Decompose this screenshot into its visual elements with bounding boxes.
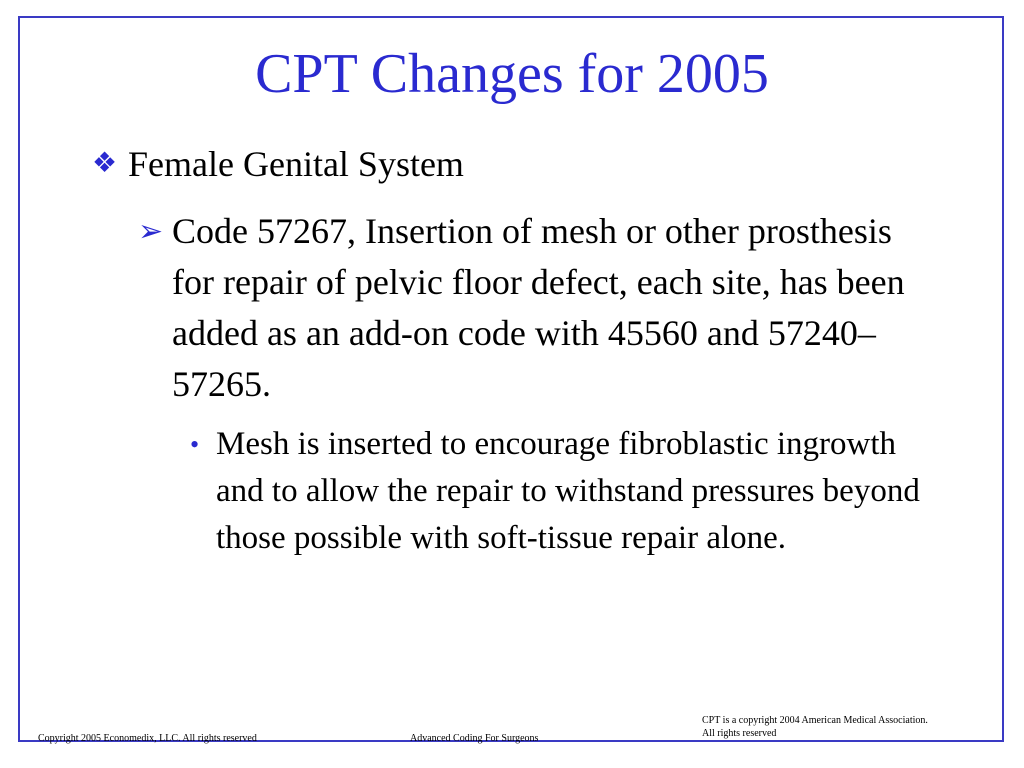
bullet-level-2 [138,206,938,410]
bullet-level-1 [92,143,972,186]
footer-copyright: Copyright 2005 Economedix, LLC. All rights reserved [38,733,257,744]
footer-cpt-notice [702,714,982,740]
footer-course-title: Advanced Coding For Surgeons [410,733,539,744]
footer-cpt-notice-line1: CPT is a copyright 2004 American Medical Association. [702,715,928,726]
footer-cpt-notice-line2: All rights reserved [702,728,777,739]
diamond-bullet-icon: ❖ [92,148,118,179]
bullet-level-3 [190,421,950,562]
slide-title: CPT Changes for 2005 [255,43,769,105]
arrow-bullet-icon: ➢ [138,215,164,248]
bullet-level-3-text: Mesh is inserted to encourage fibroblastic ingrowth and to allow the repair to withstand pressures beyond those possible with soft-tissue repair alone. [216,426,920,556]
bullet-level-1-text: Female Genital System [128,144,464,184]
bullet-level-2-text: Code 57267, Insertion of mesh or other prosthesis for repair of pelvic floor defect, each site, has been added as an add-on code with 45560 and 57240–57265. [172,211,905,404]
dot-bullet-icon: • [190,430,200,459]
